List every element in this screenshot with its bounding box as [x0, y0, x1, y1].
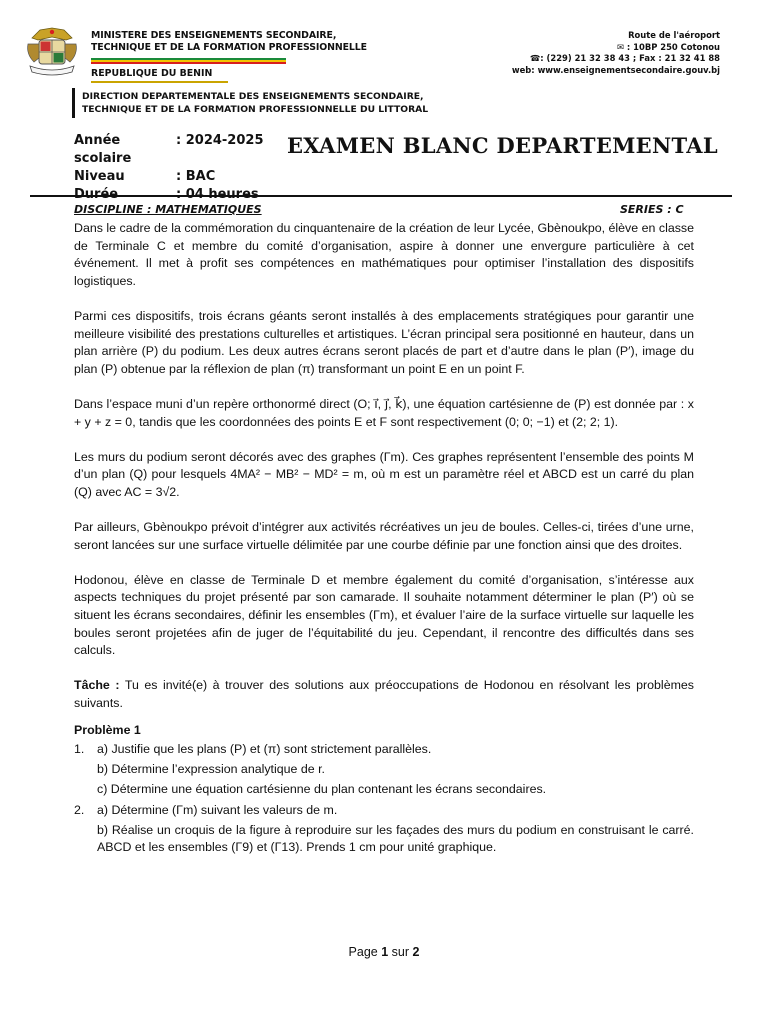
- question-2a: a) Détermine (Γm) suivant les valeurs de m.: [97, 802, 338, 817]
- direction-bar: [72, 88, 75, 118]
- exam-meta: [74, 132, 263, 204]
- ministry-line-2: TECHNIQUE ET DE LA FORMATION PROFESSIONNELLE: [91, 42, 367, 53]
- republic-underline: [91, 81, 228, 83]
- problem-title: Problème 1: [74, 722, 141, 737]
- meta-year: [74, 132, 263, 168]
- ministry-line-1: MINISTERE DES ENSEIGNEMENTS SECONDAIRE,: [91, 30, 337, 41]
- series-label: SERIES : C: [620, 203, 684, 216]
- contact-block: [512, 30, 720, 76]
- footer-of-word: sur: [391, 945, 410, 959]
- header-rule: [30, 195, 732, 197]
- ministry-name: [91, 30, 367, 54]
- question-2b: b) Réalise un croquis de la figure à reproduire sur les façades des murs du podium en construisant le carré. ABCD et les ensembles (Γ9) et (Γ13). Prends 1 cm pour unité graphique.: [97, 822, 694, 855]
- meta-year-value: : 2024-2025: [176, 133, 264, 148]
- discipline-label: DISCIPLINE : MATHEMATIQUES: [74, 203, 262, 216]
- benin-coat-of-arms-icon: [22, 20, 82, 78]
- footer-page-total: 2: [412, 945, 420, 959]
- question-1b: b) Détermine l’expression analytique de r.: [97, 762, 325, 777]
- contact-phone: ☎: (229) 21 32 38 43 ; Fax : 21 32 41 88: [529, 53, 720, 63]
- question-1: [74, 741, 694, 759]
- exam-body: [74, 220, 694, 859]
- task-paragraph: [74, 677, 694, 712]
- contact-web: web: www.enseignementsecondaire.gouv.bj: [511, 64, 720, 75]
- paragraph-5: Par ailleurs, Gbènoukpo prévoit d’intégrer aux activités récréatives un jeu de boules. Celles-ci, tirées d’une urne, seront lancées sur une surface virtuelle délimitée par une courbe définie par une fonction ainsi que des droites.: [74, 520, 694, 552]
- question-2-number: 2.: [74, 802, 85, 817]
- task-label: Tâche :: [74, 678, 120, 693]
- question-1-number: 1.: [74, 742, 85, 757]
- exam-title: EXAMEN BLANC DEPARTEMENTAL: [287, 133, 718, 158]
- paragraph-2: Parmi ces dispositifs, trois écrans géants seront installés à des emplacements stratégiques pour garantir une meilleure visibilité des prestations culturelles et artistiques. L’écran principal sera positionné en hauteur, dans un plan arrière (P) du podium. Les deux autres écrans seront placés de part et d’autre dans le plan (P′), image du plan (P) obtenue par la réflexion de plan (π) transformant un point E en un point F.: [74, 308, 694, 376]
- page-footer: [0, 945, 768, 959]
- paragraph-1: Dans le cadre de la commémoration du cinquantenaire de la création de leur Lycée, Gbènoukpo, élève en classe de Terminale C et membre du comité d’organisation, aspire à donner une envergure particulière à cet événement. Il met à profit ses compétences en mathématiques pour optimiser l’installation des dispositifs logistiques.: [74, 221, 694, 288]
- footer-page-number: 1: [381, 945, 389, 959]
- meta-level: [74, 168, 263, 186]
- meta-level-value: : BAC: [176, 169, 216, 184]
- paragraph-3: Dans l’espace muni d’un repère orthonormé direct (O; i⃗, j⃗, k⃗), une équation cartésienne de (P) est donnée par : x + y + z = 0, tandis que les coordonnées des points E et F sont respectivement (0; 0; −1) et (2; 2; 1).: [74, 396, 694, 429]
- question-2: [74, 802, 694, 820]
- direction-name: [82, 91, 428, 116]
- question-1c: c) Détermine une équation cartésienne du plan contenant les écrans secondaires.: [97, 782, 547, 797]
- footer-page-word: Page: [348, 945, 378, 959]
- direction-line-1: DIRECTION DEPARTEMENTALE DES ENSEIGNEMENTS SECONDAIRE,: [82, 91, 424, 102]
- question-1a: a) Justifie que les plans (P) et (π) sont strictement parallèles.: [97, 742, 432, 757]
- meta-level-label: Niveau: [74, 169, 125, 184]
- republic-name: REPUBLIQUE DU BENIN: [91, 68, 213, 79]
- flag-stripes: [91, 58, 286, 64]
- meta-year-label: Année scolaire: [74, 133, 132, 166]
- direction-line-2: TECHNIQUE ET DE LA FORMATION PROFESSIONNELLE DU LITTORAL: [82, 103, 429, 115]
- task-text: Tu es invité(e) à trouver des solutions aux préoccupations de Hodonou en résolvant les problèmes suivants.: [74, 678, 694, 711]
- paragraph-6: Hodonou, élève en classe de Terminale D et membre également du comité d’organisation, s’intéresse aux aspects techniques du projet présenté par son camarade. Il souhaite notamment déterminer le plan (P′) où se situent les écrans secondaires, définir les ensembles (Γm), et évaluer l’aire de la surface virtuelle sur laquelle les boules seront projetées afin de juger de l’équitabilité du jeu. Cependant, il rencontre des difficultés dans ses calculs.: [74, 572, 694, 658]
- contact-address: Route de l'aéroport: [628, 30, 720, 40]
- flag-stripe-red: [91, 62, 286, 64]
- contact-postal: ✉ : 10BP 250 Cotonou: [616, 41, 720, 52]
- paragraph-4: Les murs du podium seront décorés avec des graphes (Γm). Ces graphes représentent l’ensemble des points M d’un plan (Q) pour lesquels 4MA² − MB² − MD² = m, où m est un paramètre réel et ABCD est un carré du plan (Q) avec AC = 3√2.: [74, 449, 694, 499]
